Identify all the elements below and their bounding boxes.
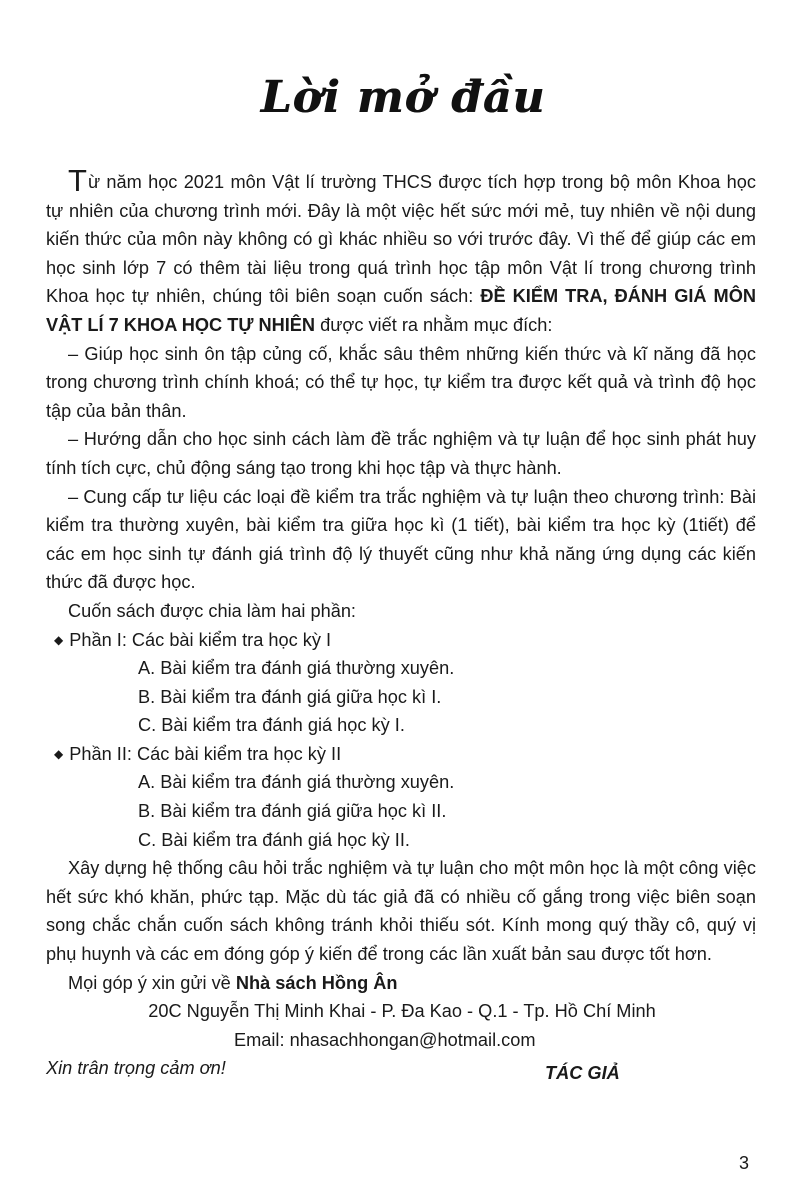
purpose-item: – Cung cấp tư liệu các loại đề kiểm tra trắc nghiệm và tự luận theo chương trình: Bài kiểm tra thường xuyên, bài kiểm tra giữa học kì (1 tiết), bài kiểm tra học kỳ (1tiết) để các em học sinh tự đánh giá trình độ lý thuyết cũng như khả năng ứng dụng các kiến thức đã được học. [46,486,756,593]
part-item: B. Bài kiểm tra đánh giá giữa học kì II. [138,801,447,822]
publisher-email: Email: nhasachhongan@hotmail.com [234,1029,536,1050]
part-item: C. Bài kiểm tra đánh giá học kỳ I. [138,715,405,736]
intro-text-1: ừ năm học 2021 môn Vật lí trường THCS được tích hợp trong bộ môn Khoa học tự nhiên của chương trình mới. Đây là một việc hết sức mới mẻ, tuy nhiên về nội dung kiến thức của môn này không có gì khác nhiều so với trước đây. Vì thế để giúp các em học sinh lớp 7 có thêm tài liệu trong quá trình học tập môn Vật lí trong chương trình Khoa học tự nhiên, chúng tôi biên soạn cuốn sách: [46,172,756,307]
intro-text-2: được viết ra nhằm mục đích: [315,314,553,335]
page-title: Lời mở đầu [260,72,546,123]
diamond-bullet-icon: ◆ [54,746,64,761]
drop-cap: T [68,163,87,198]
part-heading [46,740,756,769]
part-title: Phần II: Các bài kiểm tra học kỳ II [69,743,342,764]
page-number: 3 [739,1153,750,1173]
intro-paragraph [46,165,756,340]
structure-intro: Cuốn sách được chia làm hai phần: [68,600,356,621]
preface-body [46,165,756,1083]
purpose-item: – Giúp học sinh ôn tập củng cố, khắc sâu thêm những kiến thức và kĩ năng đã học trong chương trình chính khoá; có thể tự học, tự kiểm tra được kết quả và trình độ học tập của bản thân. [46,343,756,421]
author-signature: TÁC GIẢ [545,1063,620,1083]
contact-intro: Mọi góp ý xin gửi về [68,972,236,993]
part-heading [46,626,756,655]
contact-line [46,969,756,998]
diamond-bullet-icon: ◆ [54,632,64,647]
part-title: Phần I: Các bài kiểm tra học kỳ I [69,629,332,650]
closing-paragraph: Xây dựng hệ thống câu hỏi trắc nghiệm và tự luận cho một môn học là một công việc hết sức khó khăn, phức tạp. Mặc dù tác giả đã có nhiều cố gắng trong việc biên soạn song chắc chắn cuốn sách không tránh khỏi thiếu sót. Kính mong quý thầy cô, quý vị phụ huynh và các em đóng góp ý kiến để trong các lần xuất bản sau được tốt hơn. [46,858,756,965]
publisher-address: 20C Nguyễn Thị Minh Khai - P. Đa Kao - Q.1 - Tp. Hồ Chí Minh [148,1001,656,1022]
part-item: C. Bài kiểm tra đánh giá học kỳ II. [138,829,410,850]
purpose-item: – Hướng dẫn cho học sinh cách làm đề trắc nghiệm và tự luận để học sinh phát huy tính tích cực, chủ động sáng tạo trong khi học tập và thực hành. [46,429,756,478]
part-item: B. Bài kiểm tra đánh giá giữa học kì I. [138,686,442,707]
thanks-line: Xin trân trọng cảm ơn! [46,1058,226,1079]
part-item: A. Bài kiểm tra đánh giá thường xuyên. [138,658,455,679]
part-item: A. Bài kiểm tra đánh giá thường xuyên. [138,772,455,793]
book-title: ĐỀ KIỂM TRA, ĐÁNH GIÁ MÔN VẬT LÍ 7 KHOA HỌC TỰ NHIÊN [46,286,756,335]
publisher-name: Nhà sách Hồng Ân [235,972,398,993]
